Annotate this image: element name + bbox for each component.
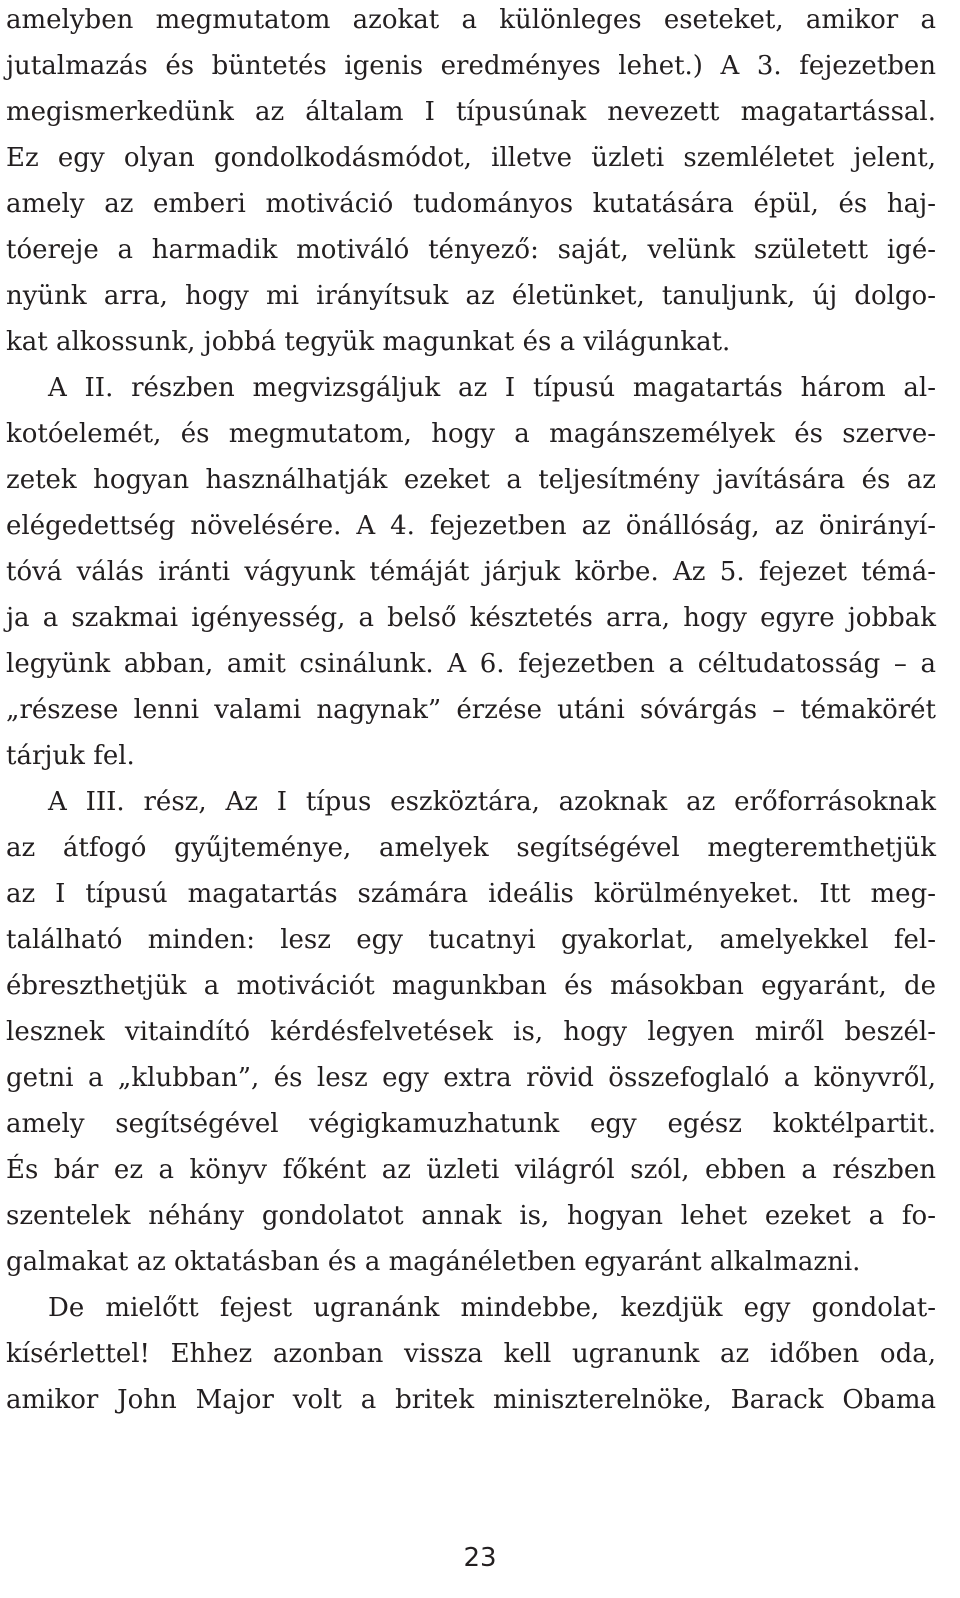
text-line: A II. részben megvizsgáljuk az I típusú magatartás három al- — [48, 373, 936, 403]
text-line: getni a „klubban”, és lesz egy extra rövid összefoglaló a könyvről, — [6, 1063, 936, 1093]
text-line: tárjuk fel. — [6, 741, 135, 771]
text-line: az I típusú magatartás számára ideális körülményeket. Itt meg- — [6, 879, 936, 909]
text-line: tóereje a harmadik motiváló tényező: saját, velünk született igé- — [6, 235, 936, 265]
text-line: nyünk arra, hogy mi irányítsuk az életünket, tanuljunk, új dolgo- — [6, 281, 936, 311]
text-line: kotóelemét, és megmutatom, hogy a magánszemélyek és szerve- — [6, 419, 936, 449]
text-line: szentelek néhány gondolatot annak is, hogyan lehet ezeket a fo- — [6, 1201, 936, 1231]
text-line: „részese lenni valami nagynak” érzése utáni sóvárgás – témakörét — [6, 695, 936, 725]
text-line: galmakat az oktatásban és a magánéletben egyaránt alkalmazni. — [6, 1247, 861, 1277]
text-line: A III. rész, Az I típus eszköztára, azoknak az erőforrásoknak — [48, 787, 936, 817]
text-line: lesznek vitaindító kérdésfelvetések is, hogy legyen miről beszél- — [6, 1017, 936, 1047]
text-line: ja a szakmai igényesség, a belső késztetés arra, hogy egyre jobbak — [6, 603, 936, 633]
text-line: található minden: lesz egy tucatnyi gyakorlat, amelyekkel fel- — [6, 925, 936, 955]
body-text — [6, 0, 936, 1423]
text-line: Ez egy olyan gondolkodásmódot, illetve üzleti szemléletet jelent, — [6, 143, 936, 173]
text-line: amelyben megmutatom azokat a különleges eseteket, amikor a — [6, 5, 936, 35]
text-line: kat alkossunk, jobbá tegyük magunkat és a világunkat. — [6, 327, 731, 357]
text-line: megismerkedünk az általam I típusúnak nevezett magatartással. — [6, 97, 936, 127]
page-number: 23 — [463, 1543, 497, 1573]
text-line: zetek hogyan használhatják ezeket a teljesítmény javítására és az — [6, 465, 936, 495]
text-line: kísérlettel! Ehhez azonban vissza kell ugranunk az időben oda, — [6, 1339, 936, 1369]
text-line: amely az emberi motiváció tudományos kutatására épül, és haj- — [6, 189, 936, 219]
text-line: És bár ez a könyv főként az üzleti világról szól, ebben a részben — [6, 1155, 936, 1185]
text-line: amikor John Major volt a britek miniszterelnöke, Barack Obama — [6, 1385, 936, 1415]
text-line: tóvá válás iránti vágyunk témáját járjuk körbe. Az 5. fejezet témá- — [6, 557, 936, 587]
text-line: ébreszthetjük a motivációt magunkban és másokban egyaránt, de — [6, 971, 936, 1001]
text-line: az átfogó gyűjteménye, amelyek segítségével megteremthetjük — [6, 833, 936, 863]
text-line: legyünk abban, amit csinálunk. A 6. fejezetben a céltudatosság – a — [6, 649, 936, 679]
text-line: De mielőtt fejest ugranánk mindebbe, kezdjük egy gondolat- — [48, 1293, 936, 1323]
text-line: jutalmazás és büntetés igenis eredményes lehet.) A 3. fejezetben — [6, 51, 936, 81]
text-line: amely segítségével végigkamuzhatunk egy egész koktélpartit. — [6, 1109, 936, 1139]
text-line: elégedettség növelésére. A 4. fejezetben az önállóság, az önirányí- — [6, 511, 936, 541]
